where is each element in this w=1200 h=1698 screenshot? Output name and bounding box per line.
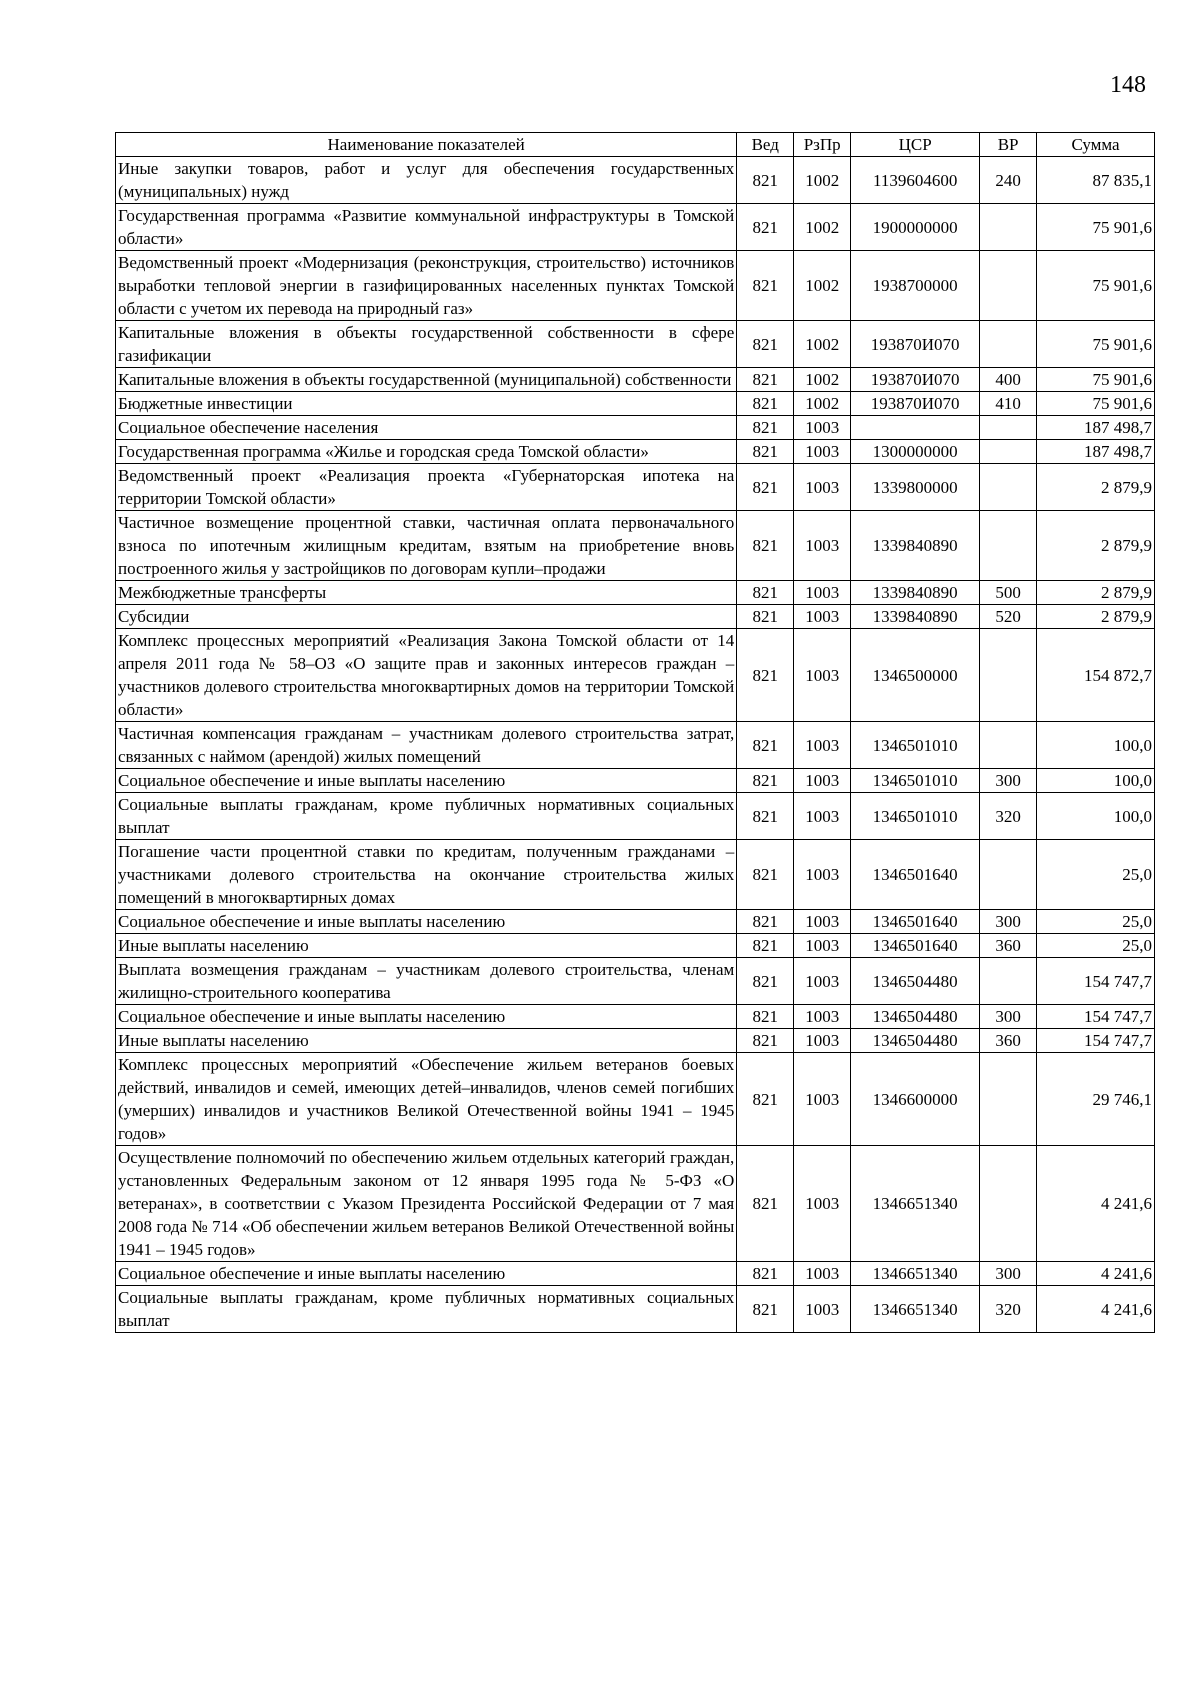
cell-name: Иные закупки товаров, работ и услуг для обеспечения государственных (муниципальных) нужд — [116, 157, 737, 204]
cell-csr: 1900000000 — [851, 204, 980, 251]
cell-name: Социальное обеспечение и иные выплаты населению — [116, 910, 737, 934]
cell-rzpr: 1002 — [794, 251, 851, 321]
cell-name: Иные выплаты населению — [116, 1029, 737, 1053]
table-row — [116, 1053, 1155, 1146]
cell-vr — [980, 840, 1037, 910]
cell-vr: 360 — [980, 934, 1037, 958]
cell-csr: 1346501010 — [851, 769, 980, 793]
header-sum: Сумма — [1037, 133, 1155, 157]
cell-rzpr: 1003 — [794, 1053, 851, 1146]
cell-ved: 821 — [737, 840, 794, 910]
cell-vr: 360 — [980, 1029, 1037, 1053]
table-row — [116, 392, 1155, 416]
table-row — [116, 1029, 1155, 1053]
cell-ved: 821 — [737, 464, 794, 511]
cell-vr: 300 — [980, 1005, 1037, 1029]
cell-sum: 100,0 — [1037, 722, 1155, 769]
cell-name: Бюджетные инвестиции — [116, 392, 737, 416]
table-row — [116, 416, 1155, 440]
cell-rzpr: 1003 — [794, 629, 851, 722]
cell-name: Государственная программа «Развитие коммунальной инфраструктуры в Томской области» — [116, 204, 737, 251]
header-ved: Вед — [737, 133, 794, 157]
cell-ved: 821 — [737, 416, 794, 440]
cell-name: Социальное обеспечение и иные выплаты населению — [116, 1262, 737, 1286]
cell-rzpr: 1003 — [794, 1029, 851, 1053]
cell-ved: 821 — [737, 1029, 794, 1053]
cell-sum: 87 835,1 — [1037, 157, 1155, 204]
table-row — [116, 934, 1155, 958]
table-row — [116, 605, 1155, 629]
cell-name: Погашение части процентной ставки по кредитам, полученным гражданами – участниками долевого строительства на окончание строительства жилых помещений в многоквартирных домах — [116, 840, 737, 910]
table-row — [116, 511, 1155, 581]
cell-ved: 821 — [737, 157, 794, 204]
cell-name: Социальные выплаты гражданам, кроме публичных нормативных социальных выплат — [116, 1286, 737, 1333]
cell-vr — [980, 440, 1037, 464]
cell-csr: 193870И070 — [851, 392, 980, 416]
cell-rzpr: 1002 — [794, 157, 851, 204]
cell-ved: 821 — [737, 1262, 794, 1286]
cell-vr — [980, 416, 1037, 440]
table-row — [116, 1262, 1155, 1286]
cell-csr: 1339840890 — [851, 511, 980, 581]
cell-csr: 1346504480 — [851, 1029, 980, 1053]
cell-vr — [980, 251, 1037, 321]
cell-name: Субсидии — [116, 605, 737, 629]
table-row — [116, 251, 1155, 321]
cell-vr: 320 — [980, 1286, 1037, 1333]
cell-csr: 1346501640 — [851, 934, 980, 958]
cell-csr: 1339840890 — [851, 581, 980, 605]
cell-rzpr: 1003 — [794, 511, 851, 581]
cell-csr: 1346504480 — [851, 1005, 980, 1029]
cell-ved: 821 — [737, 1053, 794, 1146]
cell-ved: 821 — [737, 204, 794, 251]
budget-table — [115, 132, 1155, 1333]
cell-name: Выплата возмещения гражданам – участникам долевого строительства, членам жилищно-строительного кооператива — [116, 958, 737, 1005]
table-row — [116, 769, 1155, 793]
cell-csr: 1346651340 — [851, 1262, 980, 1286]
cell-csr: 1346504480 — [851, 958, 980, 1005]
table-row — [116, 464, 1155, 511]
cell-name: Социальное обеспечение и иные выплаты населению — [116, 1005, 737, 1029]
cell-rzpr: 1002 — [794, 392, 851, 416]
cell-sum: 75 901,6 — [1037, 251, 1155, 321]
cell-sum: 75 901,6 — [1037, 392, 1155, 416]
cell-sum: 2 879,9 — [1037, 581, 1155, 605]
cell-ved: 821 — [737, 440, 794, 464]
cell-rzpr: 1003 — [794, 769, 851, 793]
cell-name: Иные выплаты населению — [116, 934, 737, 958]
cell-ved: 821 — [737, 605, 794, 629]
cell-vr — [980, 629, 1037, 722]
cell-sum: 25,0 — [1037, 840, 1155, 910]
cell-vr: 500 — [980, 581, 1037, 605]
cell-ved: 821 — [737, 581, 794, 605]
cell-vr: 320 — [980, 793, 1037, 840]
cell-vr — [980, 511, 1037, 581]
cell-csr: 1300000000 — [851, 440, 980, 464]
cell-vr: 300 — [980, 910, 1037, 934]
cell-vr: 240 — [980, 157, 1037, 204]
table-row — [116, 440, 1155, 464]
header-name: Наименование показателей — [116, 133, 737, 157]
cell-csr: 1139604600 — [851, 157, 980, 204]
table-row — [116, 368, 1155, 392]
cell-csr: 1346651340 — [851, 1286, 980, 1333]
cell-csr: 1346501010 — [851, 722, 980, 769]
cell-csr: 1346501010 — [851, 793, 980, 840]
cell-csr: 193870И070 — [851, 368, 980, 392]
cell-name: Частичное возмещение процентной ставки, частичная оплата первоначального взноса по ипотечным жилищным кредитам, взятым на приобретение вновь построенного жилья у застройщиков по договорам купли–продажи — [116, 511, 737, 581]
cell-vr — [980, 722, 1037, 769]
cell-name: Осуществление полномочий по обеспечению жильем отдельных категорий граждан, установленных Федеральным законом от 12 января 1995 года № 5-ФЗ «О ветеранах», в соответствии с Указом Президента Российской Федерации от 7 мая 2008 года № 714 «Об обеспечении жильем ветеранов Великой Отечественной войны 1941 – 1945 годов» — [116, 1146, 737, 1262]
table-row — [116, 204, 1155, 251]
cell-name: Социальное обеспечение и иные выплаты населению — [116, 769, 737, 793]
cell-sum: 100,0 — [1037, 769, 1155, 793]
cell-rzpr: 1003 — [794, 722, 851, 769]
cell-rzpr: 1002 — [794, 368, 851, 392]
cell-ved: 821 — [737, 1146, 794, 1262]
cell-vr: 410 — [980, 392, 1037, 416]
cell-csr: 1339840890 — [851, 605, 980, 629]
table-row — [116, 1146, 1155, 1262]
cell-sum: 4 241,6 — [1037, 1262, 1155, 1286]
cell-ved: 821 — [737, 958, 794, 1005]
cell-rzpr: 1003 — [794, 840, 851, 910]
cell-ved: 821 — [737, 934, 794, 958]
cell-rzpr: 1003 — [794, 581, 851, 605]
cell-vr — [980, 1146, 1037, 1262]
cell-vr — [980, 204, 1037, 251]
table-row — [116, 958, 1155, 1005]
cell-csr: 1339800000 — [851, 464, 980, 511]
cell-rzpr: 1002 — [794, 321, 851, 368]
table-row — [116, 321, 1155, 368]
cell-vr: 300 — [980, 769, 1037, 793]
cell-ved: 821 — [737, 251, 794, 321]
table-row — [116, 581, 1155, 605]
cell-vr — [980, 1053, 1037, 1146]
cell-name: Капитальные вложения в объекты государственной собственности в сфере газификации — [116, 321, 737, 368]
cell-name: Капитальные вложения в объекты государственной (муниципальной) собственности — [116, 368, 737, 392]
cell-name: Ведомственный проект «Модернизация (реконструкция, строительство) источников выработки тепловой энергии в газифицированных населенных пунктах Томской области с учетом их перевода на природный газ» — [116, 251, 737, 321]
cell-ved: 821 — [737, 392, 794, 416]
cell-name: Ведомственный проект «Реализация проекта «Губернаторская ипотека на территории Томской области» — [116, 464, 737, 511]
table-body — [116, 157, 1155, 1333]
cell-vr — [980, 321, 1037, 368]
cell-sum: 187 498,7 — [1037, 440, 1155, 464]
cell-vr — [980, 958, 1037, 1005]
cell-sum: 2 879,9 — [1037, 511, 1155, 581]
cell-sum: 75 901,6 — [1037, 321, 1155, 368]
cell-rzpr: 1003 — [794, 440, 851, 464]
header-rzpr: РзПр — [794, 133, 851, 157]
cell-rzpr: 1003 — [794, 1286, 851, 1333]
cell-csr: 1346600000 — [851, 1053, 980, 1146]
cell-ved: 821 — [737, 1286, 794, 1333]
cell-sum: 154 747,7 — [1037, 1005, 1155, 1029]
header-csr: ЦСР — [851, 133, 980, 157]
cell-ved: 821 — [737, 1005, 794, 1029]
cell-csr: 1346501640 — [851, 910, 980, 934]
cell-csr: 1346501640 — [851, 840, 980, 910]
cell-csr: 193870И070 — [851, 321, 980, 368]
cell-ved: 821 — [737, 769, 794, 793]
cell-ved: 821 — [737, 368, 794, 392]
cell-sum: 2 879,9 — [1037, 605, 1155, 629]
cell-sum: 75 901,6 — [1037, 204, 1155, 251]
cell-vr: 520 — [980, 605, 1037, 629]
table-row — [116, 157, 1155, 204]
cell-rzpr: 1003 — [794, 605, 851, 629]
table-row — [116, 722, 1155, 769]
cell-ved: 821 — [737, 910, 794, 934]
table-row — [116, 1286, 1155, 1333]
cell-ved: 821 — [737, 511, 794, 581]
cell-name: Социальное обеспечение населения — [116, 416, 737, 440]
cell-ved: 821 — [737, 793, 794, 840]
cell-name: Социальные выплаты гражданам, кроме публичных нормативных социальных выплат — [116, 793, 737, 840]
cell-vr — [980, 464, 1037, 511]
cell-rzpr: 1002 — [794, 204, 851, 251]
cell-sum: 29 746,1 — [1037, 1053, 1155, 1146]
cell-rzpr: 1003 — [794, 934, 851, 958]
cell-sum: 4 241,6 — [1037, 1146, 1155, 1262]
cell-rzpr: 1003 — [794, 1146, 851, 1262]
cell-sum: 154 872,7 — [1037, 629, 1155, 722]
cell-name: Комплекс процессных мероприятий «Обеспечение жильем ветеранов боевых действий, инвалидов и семей, имеющих детей–инвалидов, членов семей погибших (умерших) инвалидов и участников Великой Отечественной войны 1941 – 1945 годов» — [116, 1053, 737, 1146]
cell-rzpr: 1003 — [794, 1005, 851, 1029]
cell-name: Государственная программа «Жилье и городская среда Томской области» — [116, 440, 737, 464]
cell-rzpr: 1003 — [794, 958, 851, 1005]
cell-sum: 154 747,7 — [1037, 958, 1155, 1005]
cell-rzpr: 1003 — [794, 910, 851, 934]
cell-name: Частичная компенсация гражданам – участникам долевого строительства затрат, связанных с наймом (арендой) жилых помещений — [116, 722, 737, 769]
header-vr: ВР — [980, 133, 1037, 157]
cell-ved: 821 — [737, 722, 794, 769]
cell-sum: 25,0 — [1037, 910, 1155, 934]
cell-name: Межбюджетные трансферты — [116, 581, 737, 605]
cell-csr — [851, 416, 980, 440]
cell-csr: 1346651340 — [851, 1146, 980, 1262]
table-row — [116, 910, 1155, 934]
cell-rzpr: 1003 — [794, 1262, 851, 1286]
cell-rzpr: 1003 — [794, 464, 851, 511]
cell-rzpr: 1003 — [794, 793, 851, 840]
table-header-row — [116, 133, 1155, 157]
cell-rzpr: 1003 — [794, 416, 851, 440]
cell-sum: 25,0 — [1037, 934, 1155, 958]
cell-sum: 187 498,7 — [1037, 416, 1155, 440]
cell-name: Комплекс процессных мероприятий «Реализация Закона Томской области от 14 апреля 2011 года № 58–ОЗ «О защите прав и законных интересов граждан – участников долевого строительства многоквартирных домов на территории Томской области» — [116, 629, 737, 722]
table-row — [116, 793, 1155, 840]
cell-sum: 4 241,6 — [1037, 1286, 1155, 1333]
cell-csr: 1938700000 — [851, 251, 980, 321]
page-number: 148 — [1110, 72, 1146, 98]
cell-vr: 300 — [980, 1262, 1037, 1286]
cell-vr: 400 — [980, 368, 1037, 392]
cell-sum: 2 879,9 — [1037, 464, 1155, 511]
table-row — [116, 840, 1155, 910]
cell-sum: 75 901,6 — [1037, 368, 1155, 392]
cell-sum: 154 747,7 — [1037, 1029, 1155, 1053]
cell-sum: 100,0 — [1037, 793, 1155, 840]
table-row — [116, 629, 1155, 722]
cell-ved: 821 — [737, 321, 794, 368]
cell-ved: 821 — [737, 629, 794, 722]
table-row — [116, 1005, 1155, 1029]
cell-csr: 1346500000 — [851, 629, 980, 722]
